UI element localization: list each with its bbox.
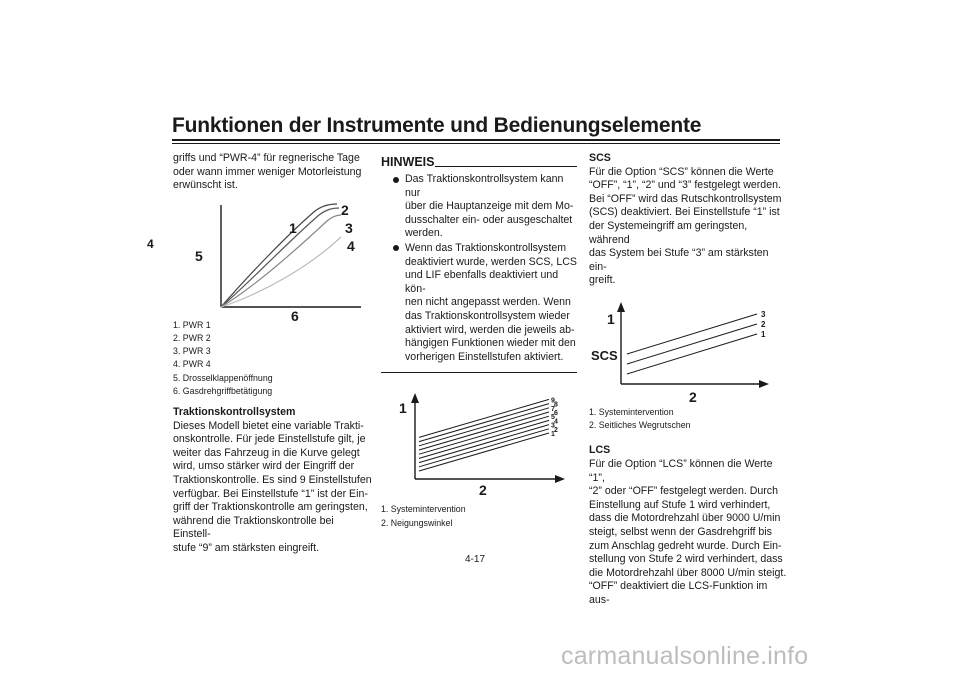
bullet-line: das Traktionskontrollsystem wieder bbox=[405, 309, 570, 322]
caption-item: 3. PWR 3 bbox=[173, 346, 211, 357]
pwr-graph-label-2: 2 bbox=[341, 201, 349, 218]
tcs-lines-level-label: 2 bbox=[554, 427, 558, 435]
body-line: die Motordrehzahl über 8000 U/min steigt. bbox=[589, 566, 787, 579]
tcs-lines-level-line bbox=[419, 421, 549, 459]
caption-item: 2. PWR 2 bbox=[173, 332, 211, 343]
lcs-heading: LCS bbox=[589, 444, 611, 457]
note-heading-rule bbox=[435, 166, 577, 167]
body-line: Für die Option “LCS” können die Werte “1”, bbox=[589, 457, 773, 484]
body-line: verfügbar. Bei Einstellstufe “1” ist der Ein- bbox=[173, 487, 368, 500]
scs-graph-y-arrow bbox=[617, 302, 625, 312]
pwr-graph-label-3: 3 bbox=[345, 219, 353, 236]
body-line: Traktionskontrolle. Es sind 9 Einstellstufen bbox=[173, 473, 372, 486]
caption-item: 1. Systemintervention bbox=[589, 406, 674, 417]
tcs-graph-y-arrow bbox=[411, 393, 419, 403]
body-line: Für die Option “SCS” können die Werte bbox=[589, 165, 774, 178]
body-line: Einstellung auf Stufe 1 wird verhindert, bbox=[589, 498, 771, 511]
body-line: Bei “OFF” wird das Rutschkontrollsystem bbox=[589, 192, 782, 205]
tcs-lines-level-line bbox=[419, 433, 549, 471]
tcs-graph-x-label: 2 bbox=[479, 482, 487, 499]
scs-level-lines bbox=[627, 310, 766, 374]
body-line: Dieses Modell bietet eine variable Trakti- bbox=[173, 419, 364, 432]
note-bullet bbox=[381, 173, 577, 241]
bullet-line: dusschalter ein- oder ausgeschaltet bbox=[405, 213, 573, 226]
bullet-line: Wenn das Traktionskontrollsystem bbox=[405, 241, 567, 254]
tcs-lines-level-label: 6 bbox=[554, 410, 558, 418]
pwr2-curve bbox=[221, 208, 339, 307]
tcs-lines-level-line bbox=[419, 412, 549, 450]
tcs-lines-level-label: 9 bbox=[551, 397, 555, 405]
body-line: “OFF”, “1”, “2” und “3” festgelegt werden. bbox=[589, 179, 781, 192]
column-1 bbox=[173, 152, 373, 556]
scs-lines-level-label: 2 bbox=[761, 319, 766, 329]
pwr-graph-x-label: 6 bbox=[291, 307, 299, 324]
caption-item: 1. Systemintervention bbox=[381, 504, 466, 515]
body-line: (SCS) deaktiviert. Bei Einstellstufe “1” ist bbox=[589, 206, 780, 219]
caption-item: 6. Gasdrehgriffbetätigung bbox=[173, 385, 273, 396]
pwr-graph-y-label: 5 bbox=[195, 247, 203, 264]
body-line: steigt, selbst wenn der Gasdrehgriff bis bbox=[589, 525, 772, 538]
body-line: “OFF” deaktiviert die LCS-Funktion im aus- bbox=[589, 580, 768, 606]
intro-line: erwünscht ist. bbox=[173, 179, 238, 192]
column-2 bbox=[381, 156, 577, 530]
scs-lines-level-line bbox=[627, 334, 757, 374]
body-line: weiter das Fahrzeug in die Kurve gelegt bbox=[173, 446, 360, 459]
tcs-lines-level-label: 8 bbox=[554, 401, 558, 409]
pwr-graph-label-4: 4 bbox=[347, 237, 355, 254]
bullet-line: über die Hauptanzeige mit dem Mo- bbox=[405, 200, 574, 213]
body-line: das System bei Stufe “3” am stärksten ein- bbox=[589, 247, 769, 273]
scs-lines-level-label: 3 bbox=[761, 309, 766, 319]
note-heading-text: HINWEIS bbox=[381, 155, 435, 169]
bullet-line: vorherigen Einstellstufen aktiviert. bbox=[405, 350, 564, 363]
tcs-lines-level-line bbox=[419, 417, 549, 455]
title-rule bbox=[172, 139, 780, 141]
caption-item: 2. Seitliches Wegrutschen bbox=[589, 420, 691, 431]
tcs-lines-level-line bbox=[419, 425, 549, 463]
bullet-icon bbox=[393, 245, 399, 251]
tcs-lines-level-label: 3 bbox=[551, 422, 555, 430]
tcs-lines-level-label: 1 bbox=[551, 431, 555, 439]
tcs-lines-level-label: 7 bbox=[551, 406, 555, 414]
bullet-line: deaktiviert wurde, werden SCS, LCS bbox=[405, 255, 577, 268]
tcs-graph-caption bbox=[381, 503, 577, 529]
scs-lines-level-line bbox=[627, 324, 757, 364]
watermark: carmanualsonline.info bbox=[561, 642, 809, 670]
section-heading: Traktionskontrollsystem bbox=[173, 406, 296, 418]
body-line: wird, umso stärker wird der Eingriff der bbox=[173, 460, 355, 473]
scs-lines-level-line bbox=[627, 314, 757, 354]
body-line: onskontrolle. Für jede Einstellstufe gilt, je bbox=[173, 433, 366, 446]
scs-graph bbox=[589, 300, 779, 404]
pwr3-curve bbox=[221, 215, 341, 307]
pwr-graph-caption bbox=[173, 319, 373, 398]
chapter-number: 4 bbox=[147, 237, 154, 251]
tcs-lines-level-line bbox=[419, 404, 549, 442]
pwr4-curve bbox=[221, 237, 341, 307]
bullet-line: und LIF ebenfalls deaktiviert und kön- bbox=[405, 269, 559, 295]
bullet-icon bbox=[393, 177, 399, 183]
body-line: zum Anschlag gedreht wurde. Durch Ein- bbox=[589, 539, 782, 552]
tcs-lines-level-line bbox=[419, 408, 549, 446]
scs-lines-level-label: 1 bbox=[761, 329, 766, 339]
caption-item: 2. Neigungswinkel bbox=[381, 517, 453, 528]
body-line: stufe “9” am stärksten eingreift. bbox=[173, 541, 320, 554]
title-rule-thin bbox=[172, 143, 780, 144]
scs-graph-x-label: 2 bbox=[689, 388, 697, 405]
page-title: Funktionen der Instrumente und Bedienungselemente bbox=[172, 114, 702, 137]
body-line: greift. bbox=[589, 274, 616, 287]
intro-line: oder wann immer weniger Motorleistung bbox=[173, 165, 362, 178]
scs-graph-y-label: 1 bbox=[607, 310, 615, 327]
note-bullet bbox=[381, 242, 577, 364]
body-line: “2” oder “OFF” festgelegt werden. Durch bbox=[589, 485, 778, 498]
scs-graph-x-arrow bbox=[759, 380, 769, 388]
page-number: 4-17 bbox=[465, 554, 486, 565]
pwr-graph bbox=[187, 197, 367, 324]
tcs-graph-x-arrow bbox=[555, 475, 565, 483]
column-3 bbox=[589, 152, 789, 607]
tcs-lines-level-line bbox=[419, 400, 549, 438]
tcs-lines-level-label: 4 bbox=[554, 418, 558, 426]
body-line: stellung von Stufe 2 wird verhindert, dass bbox=[589, 553, 783, 566]
tcs-level-lines bbox=[419, 398, 558, 472]
bullet-line: aktiviert wird, werden die jeweils ab- bbox=[405, 323, 575, 336]
tcs-graph bbox=[381, 391, 571, 501]
caption-item: 1. PWR 1 bbox=[173, 319, 211, 330]
note-heading bbox=[381, 156, 577, 172]
tcs-lines-level-label: 5 bbox=[551, 414, 555, 422]
body-line: griff der Traktionskontrolle am geringsten, bbox=[173, 501, 368, 514]
body-line: während die Traktionskontrolle bei Einstell- bbox=[173, 514, 334, 541]
body-line: der Systemeingriff am geringsten, während bbox=[589, 219, 748, 246]
scs-heading: SCS bbox=[589, 152, 611, 164]
bullet-line: werden. bbox=[405, 227, 443, 240]
scs-graph-caption bbox=[589, 406, 789, 432]
tcs-lines-level-line bbox=[419, 429, 549, 467]
bullet-line: nen nicht angepasst werden. Wenn bbox=[405, 296, 571, 309]
body-line: dass die Motordrehzahl über 9000 U/min bbox=[589, 512, 781, 525]
tcs-graph-y-label: 1 bbox=[399, 400, 407, 417]
caption-item: 4. PWR 4 bbox=[173, 359, 211, 370]
caption-item: 5. Drosselklappenöffnung bbox=[173, 372, 273, 383]
bullet-line: hängigen Funktionen wieder mit den bbox=[405, 337, 576, 350]
pwr-graph-label-1: 1 bbox=[289, 219, 297, 236]
scs-graph-y-name: SCS bbox=[591, 347, 618, 363]
intro-line: griffs und “PWR-4” für regnerische Tage bbox=[173, 152, 360, 164]
note-end-rule bbox=[381, 372, 577, 373]
bullet-line: Das Traktionskontrollsystem kann nur bbox=[405, 173, 564, 199]
